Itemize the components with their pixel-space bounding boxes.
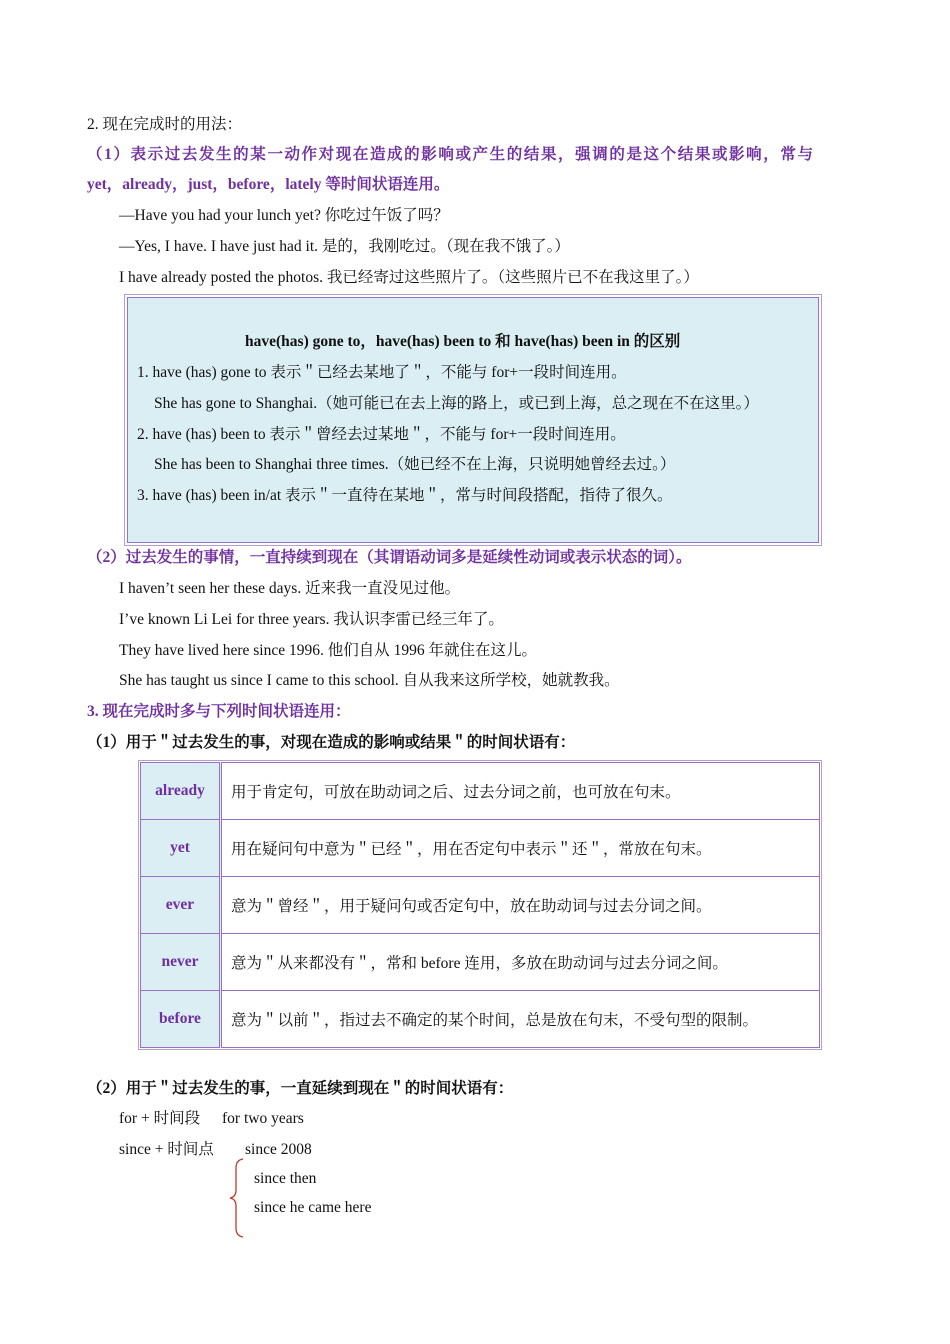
table-row: [141, 934, 820, 991]
gone-been-box: [127, 297, 819, 543]
use1-title-line2: yet，already，just，before，lately 等时间状语连用。: [87, 176, 450, 193]
table-desc: 用在疑问句中意为＂已经＂，用在否定句中表示＂还＂，常放在句末。: [221, 820, 820, 877]
since-example-2: since then: [254, 1170, 317, 1187]
since-label: since + 时间点: [119, 1141, 214, 1158]
table-word: ever: [141, 877, 221, 934]
box-line-3: 2. have (has) been to 表示＂曾经去过某地＂，不能与 for+一段时间连用。: [137, 426, 626, 443]
use1-example-1: —Have you had your lunch yet? 你吃过午饭了吗？: [119, 207, 449, 224]
table-desc: 意为＂以前＂，指过去不确定的某个时间，总是放在句末，不受句型的限制。: [221, 991, 820, 1048]
use1-example-2: —Yes, I have. I have just had it. 是的，我刚吃过。（现在我不饿了。）: [119, 238, 570, 255]
sub1-title: （1）用于＂过去发生的事，对现在造成的影响或结果＂的时间状语有：: [87, 734, 576, 751]
table-row: [141, 763, 820, 820]
table-desc: 意为＂曾经＂，用于疑问句或否定句中，放在助动词与过去分词之间。: [221, 877, 820, 934]
table-row: [141, 991, 820, 1048]
box-line-4: She has been to Shanghai three times.（她已经不在上海，只说明她曾经去过。）: [154, 456, 676, 473]
box-line-1: 1. have (has) gone to 表示＂已经去某地了＂，不能与 for+一段时间连用。: [137, 364, 627, 381]
use2-title: （2）过去发生的事情，一直持续到现在（其谓语动词多是延续性动词或表示状态的词）。: [87, 549, 692, 566]
use1-example-3: I have already posted the photos. 我已经寄过这些照片了。（这些照片已不在我这里了。）: [119, 269, 699, 286]
table-word: never: [141, 934, 221, 991]
since-example-3: since he came here: [254, 1199, 372, 1216]
adverbial-table: [140, 762, 820, 1048]
sub2-title: （2）用于＂过去发生的事，一直延续到现在＂的时间状语有：: [87, 1080, 514, 1097]
box-line-2: She has gone to Shanghai.（她可能已在去上海的路上，或已到上海，总之现在不在这里。）: [154, 395, 759, 412]
for-label: for + 时间段: [119, 1110, 201, 1127]
use1-title-line1: （1）表示过去发生的某一动作对现在造成的影响或产生的结果，强调的是这个结果或影响，常与: [87, 146, 815, 163]
use2-example-2: I’ve known Li Lei for three years. 我认识李雷已经三年了。: [119, 611, 504, 628]
table-row: [141, 820, 820, 877]
heading-adverbials: 3. 现在完成时多与下列时间状语连用：: [87, 703, 351, 720]
use2-example-4: She has taught us since I came to this school. 自从我来这所学校，她就教我。: [119, 672, 620, 689]
for-example: for two years: [222, 1110, 304, 1127]
since-example-1: since 2008: [245, 1141, 312, 1158]
table-desc: 用于肯定句，可放在助动词之后、过去分词之前，也可放在句末。: [221, 763, 820, 820]
use2-example-3: They have lived here since 1996. 他们自从 1996 年就住在这儿。: [119, 642, 537, 659]
table-desc: 意为＂从来都没有＂，常和 before 连用，多放在助动词与过去分词之间。: [221, 934, 820, 991]
box-title: have(has) gone to，have(has) been to 和 have(has) been in 的区别: [245, 333, 681, 350]
heading-usage: 2. 现在完成时的用法：: [87, 116, 243, 133]
use2-example-1: I haven’t seen her these days. 近来我一直没见过他。: [119, 580, 461, 597]
curly-brace-icon: [229, 1158, 245, 1238]
box-line-5: 3. have (has) been in/at 表示＂一直待在某地＂，常与时间段搭配，指待了很久。: [137, 487, 673, 504]
table-row: [141, 877, 820, 934]
table-word: yet: [141, 820, 221, 877]
table-word: before: [141, 991, 221, 1048]
table-word: already: [141, 763, 221, 820]
